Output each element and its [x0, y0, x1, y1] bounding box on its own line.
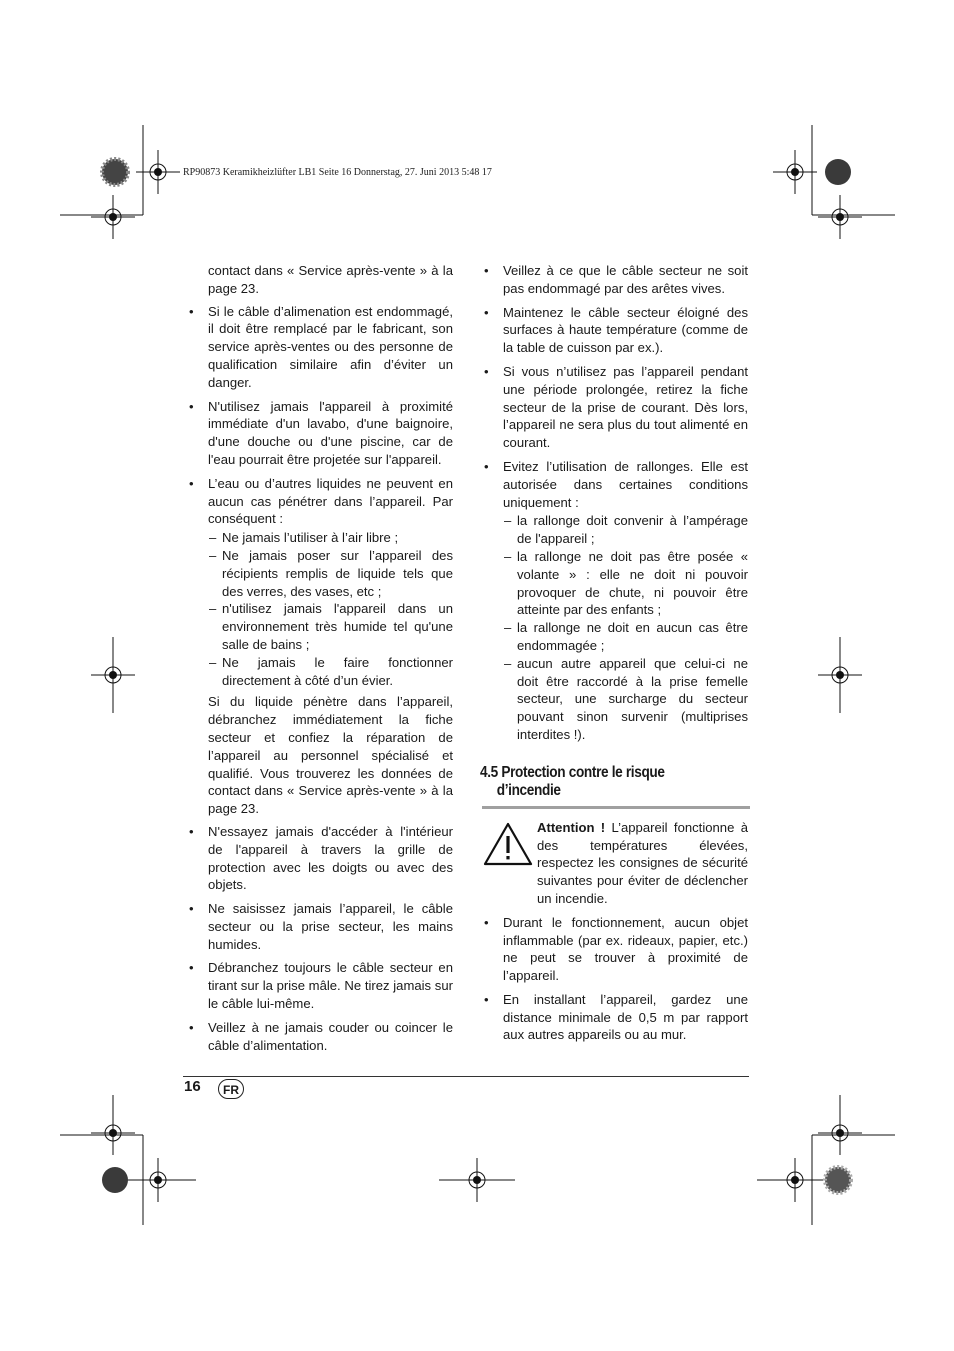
bullet-not-in-use: • Si vous n’utilisez pas l’appareil pendant une période prolongée, retirez la fiche secteur de la prise de courant. Dès lors, l’appareil ne sera plus du tout alimenté en courant. [482, 363, 748, 452]
section-divider [482, 806, 750, 809]
left-column [187, 262, 453, 1055]
liquid-paragraph: Si du liquide pénètre dans l’appareil, débranchez immédiatement la fiche secteur et confiez la réparation de l’appareil au personnel spécialisé et qualifié. Vous trouverez les données de contact dans « Service après-vente » à la page 23. [208, 694, 453, 817]
bullet-wet-hands: • Ne saisissez jamais l’appareil, le câble secteur ou la prise secteur, les mains humides. [187, 900, 453, 953]
warning-label: Attention ! [537, 819, 606, 835]
dash-item: – aucun autre appareil que celui-ci ne doit être raccordé à la prise femelle secteur, une surcharge du secteur pouvant sinon survenir (multiprises interdites !). [482, 655, 748, 744]
continued-paragraph: contact dans « Service après-vente » à la page 23. [208, 263, 453, 296]
bullet-grille: • N'essayez jamais d'accéder à l'intérieur de l'appareil à travers la grille de protection avec les doigts ou avec des objets. [187, 823, 453, 894]
bullet-damaged-cable: • Si le câble d’alimenation est endommagé, il doit être remplacé par le fabricant, son service après-ventes ou des personne de qualification similaire afin d’éviter un danger. [187, 303, 453, 392]
page-number: 16 [184, 1078, 201, 1095]
bullet-sharp-edges: • Veillez à ce que le câble secteur ne soit pas endommagé par des arêtes vives. [482, 262, 748, 298]
bullet-min-distance: • En installant l’appareil, gardez une distance minimale de 0,5 m par rapport aux autres appareils ou au mur. [482, 991, 748, 1044]
dash-item: – la rallonge ne doit pas être posée « volante » : elle ne doit ni pouvoir provoquer de chute, ni pouvoir être atteinte par des enfants ; [482, 548, 748, 619]
dash-item: – la rallonge doit convenir à l’ampérage de l'appareil ; [482, 512, 748, 548]
bullet-liquids: • L’eau ou d’autres liquides ne peuvent en aucun cas pénétrer dans l’appareil. Par conséquent : [187, 475, 453, 528]
print-header: RP90873 Keramikheizlüfter LB1 Seite 16 Donnerstag, 27. Juni 2013 5:48 17 [183, 167, 492, 178]
right-column [482, 262, 748, 1045]
warning-notice [482, 819, 748, 908]
bullet-extension-cords: • Evitez l’utilisation de rallonges. Elle est autorisée dans certaines conditions uniquement : [482, 458, 748, 511]
dash-item: – la rallonge ne doit en aucun cas être endommagée ; [482, 619, 748, 655]
bullet-water-proximity: • N'utilisez jamais l'appareil à proximité immédiate d'un lavabo, d'une baignoire, d'une douche ou d'une piscine, car de l'eau pourrait être projetée sur l'appareil. [187, 398, 453, 469]
dash-item: – Ne jamais le faire fonctionner directement à côté d’un évier. [187, 654, 453, 690]
language-badge: FR [218, 1079, 244, 1099]
dash-item: – Ne jamais l’utiliser à l’air libre ; [187, 529, 453, 547]
bullet-bend-cable: • Veillez à ne jamais couder ou coincer le câble d’alimentation. [187, 1019, 453, 1055]
footer-divider [183, 1076, 749, 1077]
bullet-flammable: • Durant le fonctionnement, aucun objet inflammable (par ex. rideaux, papier, etc.) ne peut se trouver à proximité de l’appareil. [482, 914, 748, 985]
dash-item: – Ne jamais poser sur l’appareil des récipients remplis de liquide tels que des verres, des vases, etc ; [187, 547, 453, 600]
section-heading-line-1: 4.5 Protection contre le risque [480, 763, 665, 781]
bullet-hot-surfaces: • Maintenez le câble secteur éloigné des surfaces à haute température (comme de la table de cuisson par ex.). [482, 304, 748, 357]
section-heading [480, 764, 753, 800]
dash-item: – n'utilisez jamais l'appareil dans un environnement très humide tel qu'une salle de bains ; [187, 600, 453, 653]
warning-text: L’appareil fonctionne à des températures élevées, respectez les consignes de sécurité suivantes pour éviter de déclencher un incendie. [537, 819, 748, 906]
section-heading-line-2: d’incendie [496, 781, 561, 799]
warning-triangle-icon [482, 821, 534, 867]
bullet-unplug: • Débranchez toujours le câble secteur en tirant sur la prise mâle. Ne tirez jamais sur le câble lui-même. [187, 959, 453, 1012]
